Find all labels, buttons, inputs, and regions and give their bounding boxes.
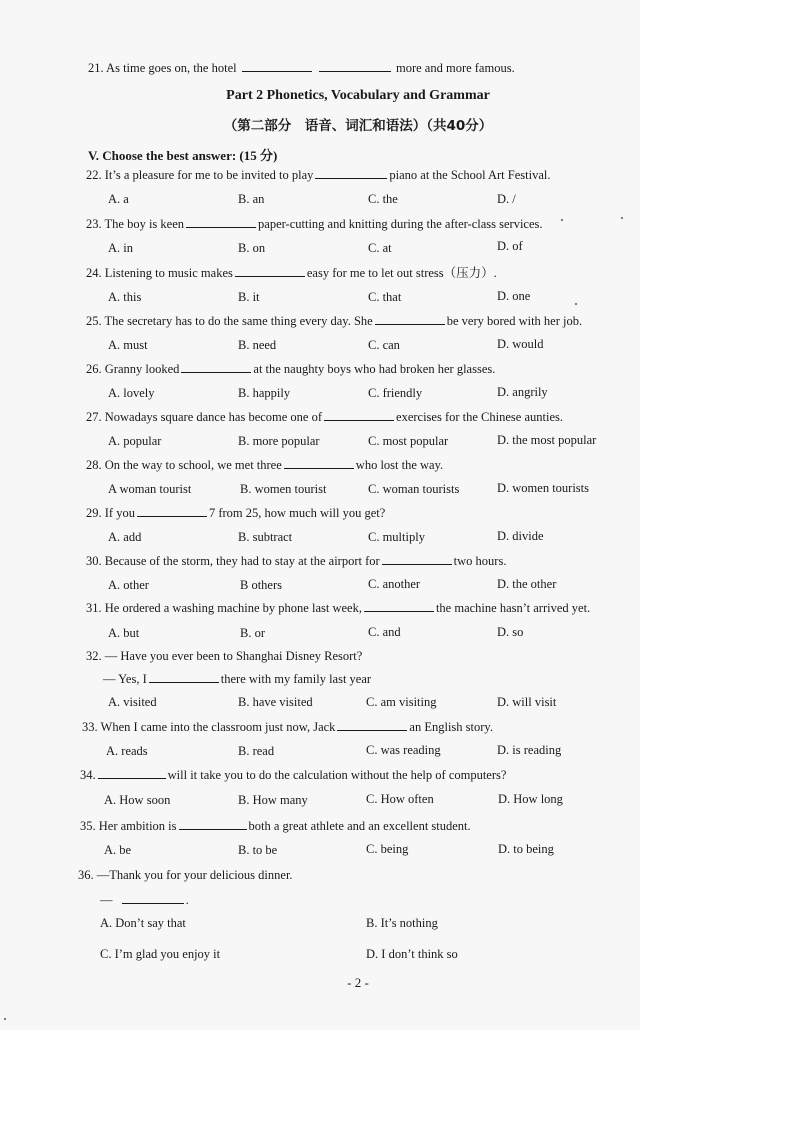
option-c[interactable]: C. I’m glad you enjoy it	[100, 947, 221, 961]
answer-blank	[319, 59, 391, 72]
question-21-text: 21. As time goes on, the hotel	[88, 61, 237, 75]
question-stem: 23. The boy is keen	[86, 217, 185, 231]
option-a[interactable]: A. visited	[108, 695, 157, 709]
question-stem: 34.	[80, 768, 96, 782]
option-c[interactable]: C. multiply	[368, 530, 425, 544]
option-d[interactable]: D. angrily	[497, 385, 548, 399]
question-stem: 31. He ordered a washing machine by phone last week,	[86, 601, 362, 615]
question-21	[88, 59, 515, 76]
question-stem-end: both a great athlete and an excellent student.	[248, 819, 471, 833]
option-b[interactable]: B. How many	[238, 793, 308, 807]
question-stem: 29. If you	[86, 506, 135, 520]
option-b[interactable]: B. it	[238, 290, 260, 304]
option-c[interactable]: C. at	[368, 241, 392, 255]
question-stem-end: two hours.	[453, 554, 507, 568]
option-c[interactable]: C. was reading	[366, 743, 441, 757]
question-stem-end: .	[185, 893, 189, 907]
answer-blank	[337, 718, 407, 731]
question-stem-end: easy for me to let out stress（压力）.	[306, 266, 497, 280]
question-35	[80, 817, 471, 834]
option-c[interactable]: C. another	[368, 577, 421, 591]
option-b[interactable]: B. to be	[238, 843, 278, 857]
question-stem: 35. Her ambition is	[80, 819, 177, 833]
option-d[interactable]: D. will visit	[497, 695, 557, 709]
question-stem: 33. When I came into the classroom just now, Jack	[82, 720, 336, 734]
option-d[interactable]: D. divide	[497, 529, 544, 543]
option-a[interactable]: A. lovely	[108, 386, 155, 400]
option-c[interactable]: C. that	[368, 290, 402, 304]
answer-blank	[181, 360, 251, 373]
question-31	[86, 599, 590, 616]
question-36: 36. —Thank you for your delicious dinner.	[78, 868, 293, 882]
question-36-reply	[100, 891, 189, 908]
answer-blank	[382, 552, 452, 565]
question-stem: 25. The secretary has to do the same thing every day. She	[86, 314, 373, 328]
option-a[interactable]: A. reads	[106, 744, 148, 758]
question-32-reply	[103, 670, 371, 687]
question-stem-end: paper-cutting and knitting during the after-class services.	[258, 217, 543, 231]
question-21-text-end: more and more famous.	[395, 61, 515, 75]
option-d[interactable]: D. I don’t think so	[366, 947, 458, 961]
part-title: Part 2 Phonetics, Vocabulary and Grammar	[226, 88, 490, 103]
option-a[interactable]: A. but	[108, 626, 140, 640]
option-c[interactable]: C. woman tourists	[368, 482, 460, 496]
option-a[interactable]: A. must	[108, 338, 148, 352]
option-a[interactable]: A. in	[108, 241, 133, 255]
option-b[interactable]: B others	[240, 578, 283, 592]
option-c[interactable]: C. being	[366, 842, 409, 856]
option-b[interactable]: B. have visited	[238, 695, 313, 709]
answer-blank	[284, 456, 354, 469]
question-22	[86, 166, 550, 183]
question-26	[86, 360, 495, 377]
question-stem-end: at the naughty boys who had broken her glasses.	[253, 362, 496, 376]
option-b[interactable]: B. happily	[238, 386, 291, 400]
option-d[interactable]: D. to being	[498, 842, 554, 856]
question-stem-end: exercises for the Chinese aunties.	[396, 410, 563, 424]
page-number: - 2 -	[347, 975, 369, 990]
answer-blank	[179, 817, 247, 830]
question-23	[86, 215, 543, 232]
question-stem-end: will it take you to do the calculation without the help of computers?	[167, 768, 507, 782]
section-title: V. Choose the best answer: (15 分)	[88, 148, 278, 163]
option-b[interactable]: B. read	[238, 744, 275, 758]
scan-speck	[621, 217, 623, 219]
option-d[interactable]: D. How long	[498, 792, 563, 806]
answer-blank	[315, 166, 387, 179]
option-d[interactable]: D. the most popular	[497, 433, 597, 447]
option-b[interactable]: B. more popular	[238, 434, 320, 448]
option-b[interactable]: B. subtract	[238, 530, 293, 544]
question-stem: 30. Because of the storm, they had to stay at the airport for	[86, 554, 380, 568]
scan-speck	[561, 219, 563, 221]
question-28	[86, 456, 443, 473]
option-d[interactable]: D. the other	[497, 577, 557, 591]
option-c[interactable]: C. can	[368, 338, 400, 352]
question-stem: 24. Listening to music makes	[86, 266, 233, 280]
question-stem: 28. On the way to school, we met three	[86, 458, 282, 472]
question-stem: —	[100, 893, 113, 907]
option-b[interactable]: B. on	[238, 241, 266, 255]
option-d[interactable]: D. of	[497, 239, 523, 253]
answer-blank	[122, 891, 184, 904]
option-a[interactable]: A. add	[108, 530, 142, 544]
question-stem: — Yes, I	[103, 672, 147, 686]
question-stem-end: be very bored with her job.	[446, 314, 583, 328]
question-stem: 27. Nowadays square dance has become one of	[86, 410, 323, 424]
option-c[interactable]: C. am visiting	[366, 695, 437, 709]
option-a[interactable]: A. this	[108, 290, 142, 304]
option-d[interactable]: D. women tourists	[497, 481, 590, 495]
question-stem-end: an English story.	[409, 720, 493, 734]
option-a[interactable]: A. be	[104, 843, 132, 857]
option-d[interactable]: D. would	[497, 337, 544, 351]
question-29	[86, 504, 385, 521]
option-b[interactable]: B. women tourist	[240, 482, 327, 496]
option-b[interactable]: B. It’s nothing	[366, 916, 438, 930]
question-stem-end: 7 from 25, how much will you get?	[208, 506, 386, 520]
answer-blank	[235, 264, 305, 277]
question-stem-end: the machine hasn’t arrived yet.	[435, 601, 591, 615]
question-stem-end: piano at the School Art Festival.	[389, 168, 551, 182]
answer-blank	[324, 408, 394, 421]
question-30	[86, 552, 506, 569]
option-d[interactable]: D. /	[497, 192, 516, 206]
option-d[interactable]: D. so	[497, 625, 524, 639]
option-d[interactable]: D. is reading	[497, 743, 562, 757]
option-d[interactable]: D. one	[497, 289, 531, 303]
option-c[interactable]: C. How often	[366, 792, 434, 806]
question-stem-end: there with my family last year	[220, 672, 372, 686]
option-c[interactable]: C. and	[368, 625, 401, 639]
option-b[interactable]: B. or	[240, 626, 265, 640]
option-a[interactable]: A woman tourist	[108, 482, 192, 496]
scan-speck	[4, 1018, 6, 1020]
answer-blank	[137, 504, 207, 517]
answer-blank	[98, 766, 166, 779]
question-stem-end: who lost the way.	[355, 458, 444, 472]
option-a[interactable]: A. Don’t say that	[100, 916, 186, 930]
answer-blank	[149, 670, 219, 683]
option-a[interactable]: A. popular	[108, 434, 162, 448]
option-a[interactable]: A. a	[108, 192, 129, 206]
question-stem: 26. Granny looked	[86, 362, 180, 376]
option-b[interactable]: B. an	[238, 192, 265, 206]
question-25	[86, 312, 582, 329]
question-stem: 22. It’s a pleasure for me to be invited to play	[86, 168, 314, 182]
question-27	[86, 408, 563, 425]
option-c[interactable]: C. most popular	[368, 434, 449, 448]
answer-blank	[186, 215, 256, 228]
option-c[interactable]: C. the	[368, 192, 398, 206]
scan-speck	[575, 303, 577, 305]
question-24	[86, 264, 497, 281]
answer-blank	[364, 599, 434, 612]
question-34	[80, 766, 506, 783]
option-a[interactable]: A. other	[108, 578, 149, 592]
option-b[interactable]: B. need	[238, 338, 277, 352]
part-subtitle: （第二部分 语音、词汇和语法）（共40分）	[223, 118, 493, 134]
answer-blank	[242, 59, 312, 72]
question-33	[82, 718, 493, 735]
question-32: 32. — Have you ever been to Shanghai Disney Resort?	[86, 649, 363, 663]
option-a[interactable]: A. How soon	[104, 793, 171, 807]
answer-blank	[375, 312, 445, 325]
option-c[interactable]: C. friendly	[368, 386, 423, 400]
